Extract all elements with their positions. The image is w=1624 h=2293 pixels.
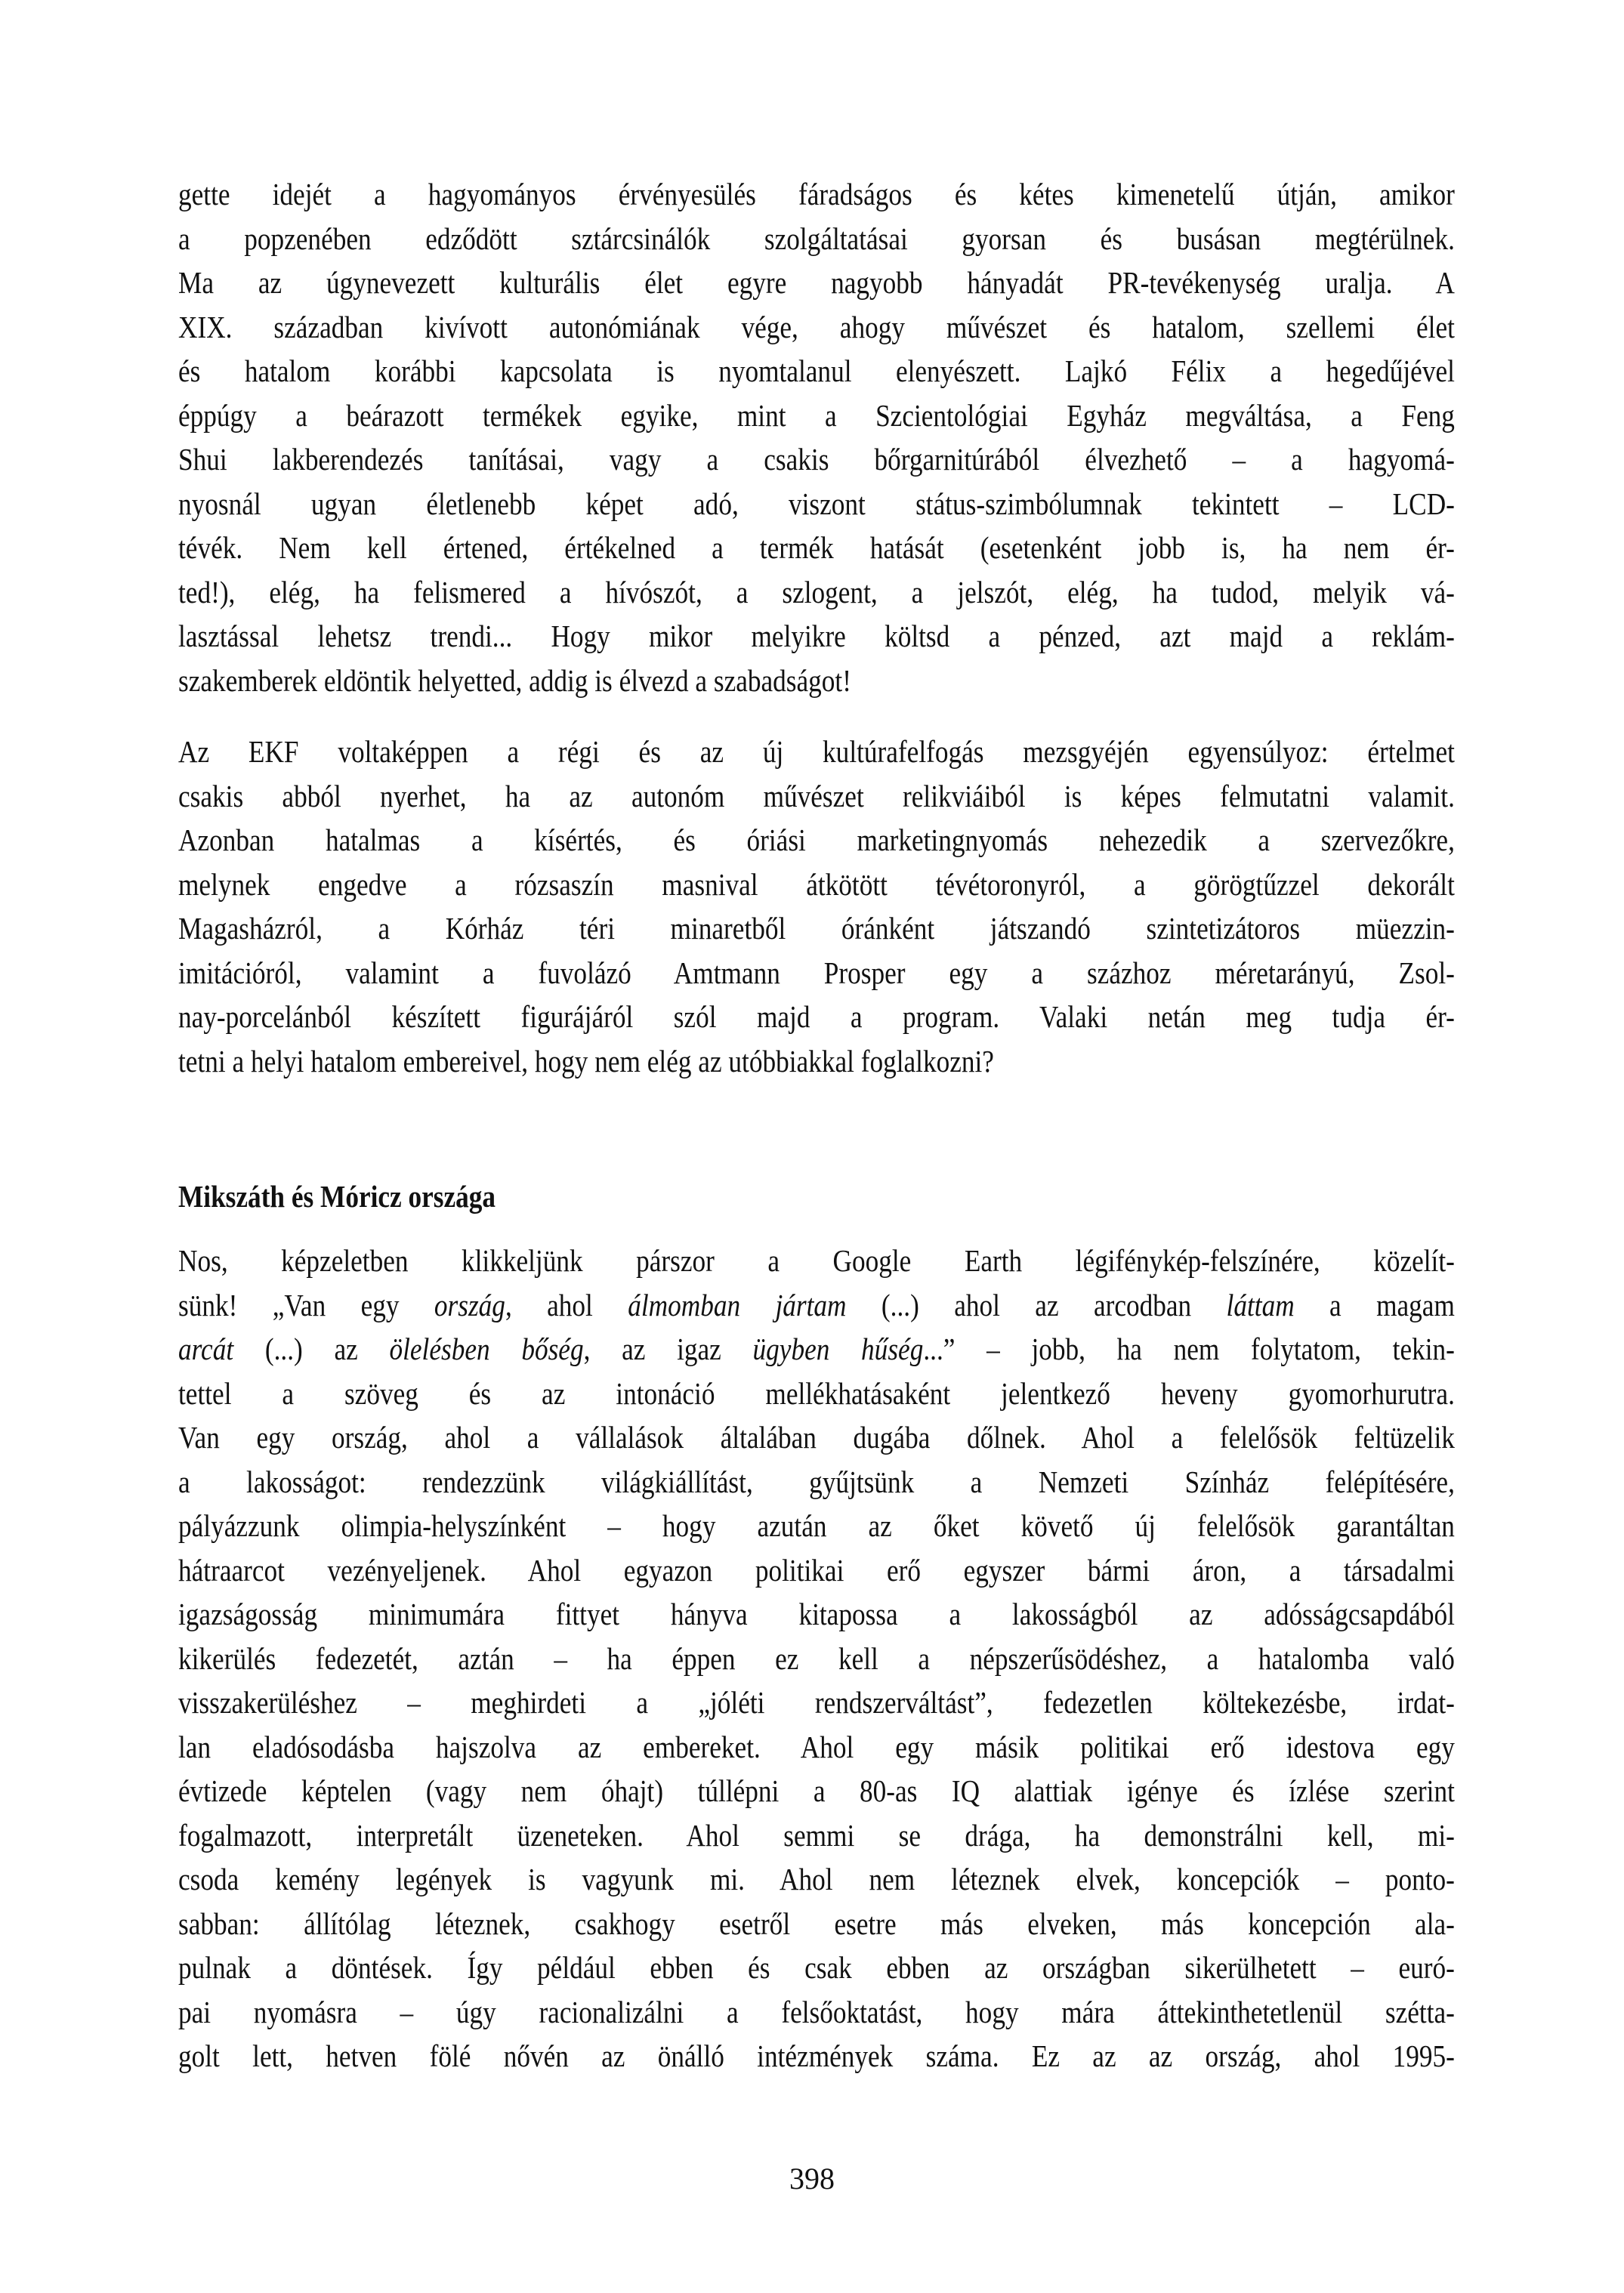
heading-gap <box>178 1219 1455 1239</box>
text-line: Magasházról, a Kórház téri minaretből óránként játszandó szintetizátoros müezzin- <box>178 911 1455 946</box>
text-line: Az EKF voltaképpen a régi és az új kultúrafelfogás mezsgyéjén egyensúlyoz: értelmet <box>178 734 1455 769</box>
italic-quote-segment: arcát <box>178 1332 234 1366</box>
italic-quote-segment: ügyben hűség <box>752 1332 924 1366</box>
text-line: golt lett, hetven fölé nővén az önálló intézmények száma. Ez az az ország, ahol 1995- <box>178 2038 1455 2073</box>
text-line: csakis abból nyerhet, ha az autonóm művészet relikviáiból is képes felmutatni valamit. <box>178 778 1455 813</box>
text-segment: ...” – jobb, ha nem folytatom, tekin- <box>923 1332 1455 1366</box>
text-line: XIX. században kivívott autonómiának vége, ahogy művészet és hatalom, szellemi élet <box>178 309 1455 344</box>
text-line: imitációról, valamint a fuvolázó Amtmann Prosper egy a százhoz méretarányú, Zsol- <box>178 955 1455 990</box>
text-line: tetni a helyi hatalom embereivel, hogy nem elég az utóbbiakkal foglalkozni? <box>178 1043 994 1079</box>
section-heading: Mikszáth és Móricz országa <box>178 1179 496 1214</box>
text-line: sabban: állítólag léteznek, csakhogy esetről esetre más elveken, más koncepción ala- <box>178 1906 1455 1941</box>
text-line: éppúgy a beárazott termékek egyike, mint a Szcientológiai Egyház megváltása, a Feng <box>178 397 1455 433</box>
text-line: a popzenében edződött sztárcsinálók szolgáltatásai gyorsan és busásan megtérülnek. <box>178 221 1455 256</box>
text-line: csoda kemény legények is vagyunk mi. Ahol nem léteznek elvek, koncepciók – ponto- <box>178 1862 1455 1896</box>
text-segment: (...) az <box>233 1332 390 1366</box>
text-line: Nos, képzeletben klikkeljünk párszor a Google Earth légifénykép-felszínére, közelít- <box>178 1243 1455 1278</box>
text-line: tettel a szöveg és az intonáció mellékhatásaként jelentkező heveny gyomorhurutra. <box>178 1375 1455 1411</box>
text-line: nyosnál ugyan életlenebb képet adó, viszont státus-szimbólumnak tekintett – LCD- <box>178 486 1455 521</box>
text-line: kikerülés fedezetét, aztán – ha éppen ez kell a népszerűsödéshez, a hatalomba való <box>178 1640 1455 1676</box>
text-line: lan eladósodásba hajszolva az embereket. Ahol egy másik politikai erő idestova egy <box>178 1729 1455 1764</box>
text-line: pulnak a döntések. Így például ebben és csak ebben az országban sikerülhetett – euró- <box>178 1950 1455 1985</box>
text-segment: sünk! „Van egy <box>178 1287 434 1322</box>
italic-quote-segment: ország <box>434 1287 505 1322</box>
text-segment: , ahol <box>505 1287 628 1322</box>
text-line: pai nyomásra – úgy racionalizálni a felsőoktatást, hogy mára áttekinthetetlenül szétta- <box>178 1994 1455 2029</box>
text-line: Ma az úgynevezett kulturális élet egyre nagyobb hányadát PR-tevékenység uralja. A <box>178 265 1455 300</box>
text-line: nay-porcelánból készített figurájáról szól majd a program. Valaki netán meg tudja ér- <box>178 999 1455 1034</box>
text-line: Shui lakberendezés tanításai, vagy a csakis bőrgarnitúrából élvezhető – a hagyomá- <box>178 442 1455 477</box>
paragraph-2 <box>178 730 1455 1083</box>
text-segment: , az igaz <box>583 1332 753 1366</box>
text-line: ted!), elég, ha felismered a hívószót, a szlogent, a jelszót, elég, ha tudod, melyik vá- <box>178 574 1455 610</box>
text-segment: a magam <box>1294 1287 1455 1322</box>
text-line: melynek engedve a rózsaszín masnival átkötött tévétoronyról, a görögtűzzel dekorált <box>178 866 1455 902</box>
text-line: tévék. Nem kell értened, értékelned a termék hatását (esetenként jobb is, ha nem ér- <box>178 530 1455 565</box>
page-number: 398 <box>789 2162 835 2196</box>
text-line: és hatalom korábbi kapcsolata is nyomtalanul elenyészett. Lajkó Félix a hegedűjével <box>178 353 1455 388</box>
text-line: igazságosság minimumára fittyet hányva kitapossa a lakosságból az adósságcsapdából <box>178 1597 1455 1631</box>
italic-quote-segment: láttam <box>1226 1287 1295 1322</box>
text-segment: (...) ahol az arcodban <box>846 1287 1227 1322</box>
text-line-with-italics <box>178 1327 1455 1372</box>
text-line: szakemberek eldöntik helyetted, addig is élvezd a szabadságot! <box>178 662 851 698</box>
text-line: visszakerüléshez – meghirdeti a „jóléti rendszerváltást”, fedezetlen költekezésbe, irdat- <box>178 1685 1455 1720</box>
section-paragraph <box>178 1239 1455 2079</box>
paragraph-gap <box>178 702 1455 730</box>
text-line: fogalmazott, interpretált üzeneteken. Ahol semmi se drága, ha demonstrálni kell, mi- <box>178 1817 1455 1853</box>
text-line: gette idejét a hagyományos érvényesülés fáradságos és kétes kimenetelű útján, amikor <box>178 177 1455 211</box>
italic-quote-segment: álmomban jártam <box>628 1287 847 1322</box>
paragraph-1 <box>178 172 1455 702</box>
text-line: hátraarcot vezényeljenek. Ahol egyazon politikai erő egyszer bármi áron, a társadalmi <box>178 1552 1455 1588</box>
section-gap <box>178 1083 1455 1174</box>
text-line: lasztással lehetsz trendi... Hogy mikor melyikre költsd a pénzed, azt majd a reklám- <box>178 619 1455 653</box>
page-body <box>178 172 1455 2079</box>
text-line: Van egy ország, ahol a vállalások általában dugába dőlnek. Ahol a felelősök feltüzelik <box>178 1420 1455 1455</box>
text-line: a lakosságot: rendezzünk világkiállítást, gyűjtsünk a Nemzeti Színház felépítésére, <box>178 1464 1455 1499</box>
text-line-with-italics <box>178 1283 1455 1328</box>
text-line: pályázzunk olimpia-helyszínként – hogy azután az őket követő új felelősök garantáltan <box>178 1508 1455 1543</box>
text-line: évtizede képtelen (vagy nem óhajt) túllépni a 80-as IQ alattiak igénye és ízlése szerint <box>178 1773 1455 1808</box>
text-line: Azonban hatalmas a kísértés, és óriási marketingnyomás nehezedik a szervezőkre, <box>178 822 1455 857</box>
italic-quote-segment: ölelésben bőség <box>389 1332 584 1366</box>
